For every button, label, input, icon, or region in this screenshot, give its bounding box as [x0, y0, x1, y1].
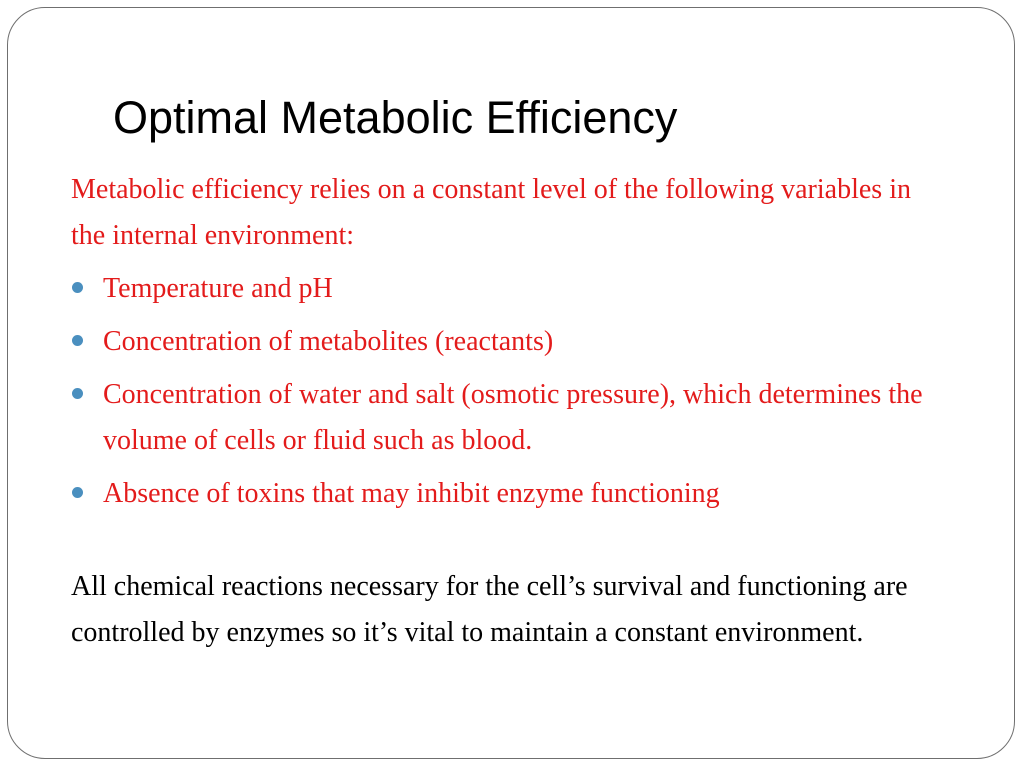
bullet-item	[71, 319, 951, 365]
slide-body	[71, 167, 951, 656]
closing-text: All chemical reactions necessary for the cell’s survival and functioning are controlled by enzymes so it’s vital to maintain a constant environment.	[71, 571, 908, 648]
bullet-text: Concentration of water and salt (osmotic pressure), which determines the volume of cells or fluid such as blood.	[103, 379, 923, 456]
bullet-text: Temperature and pH	[103, 273, 333, 304]
slide-title: Optimal Metabolic Efficiency	[113, 92, 678, 143]
bullet-item	[71, 372, 951, 464]
bullet-list	[71, 266, 951, 517]
bullet-text: Absence of toxins that may inhibit enzyme functioning	[103, 478, 720, 509]
bullet-item	[71, 266, 951, 312]
bullet-text: Concentration of metabolites (reactants)	[103, 326, 554, 357]
bullet-dot-icon	[72, 282, 83, 293]
bullet-dot-icon	[72, 388, 83, 399]
bullet-dot-icon	[72, 487, 83, 498]
bullet-dot-icon	[72, 335, 83, 346]
bullet-item	[71, 471, 951, 517]
intro-text: Metabolic efficiency relies on a constant level of the following variables in the internal environment:	[71, 174, 911, 251]
